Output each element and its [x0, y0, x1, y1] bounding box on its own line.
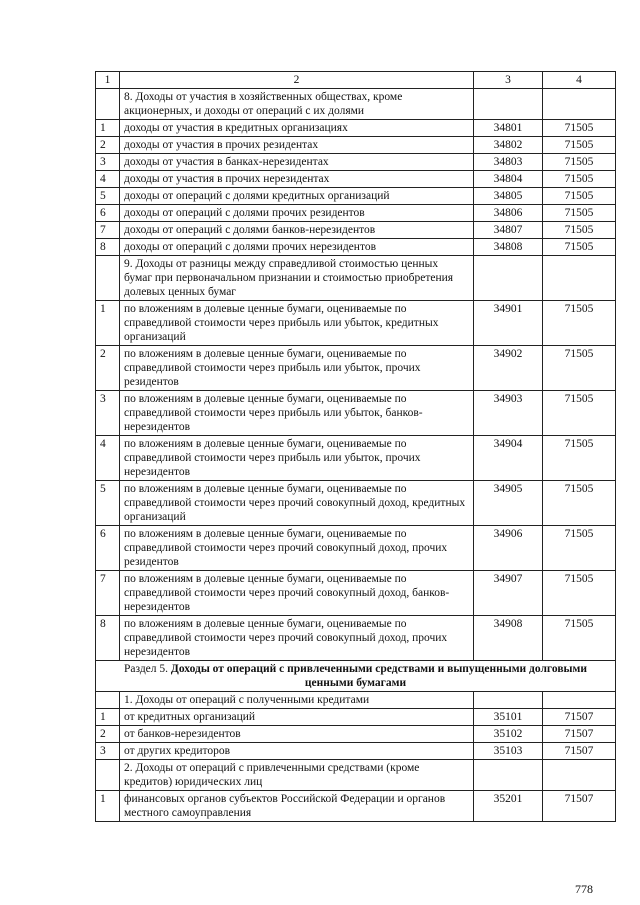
table-body [96, 89, 616, 822]
row-code-cell: 34804 [474, 171, 543, 188]
row-code-cell: 34902 [474, 346, 543, 391]
header-col-3: 3 [474, 72, 543, 89]
page-number: 778 [575, 882, 593, 896]
row-symbol-cell: 71507 [543, 791, 616, 822]
row-code-cell: 35101 [474, 709, 543, 726]
row-number-cell [96, 760, 120, 791]
row-number-cell: 6 [96, 205, 120, 222]
table-row [96, 391, 616, 436]
row-code-cell [474, 692, 543, 709]
row-description-cell: доходы от участия в кредитных организациях [120, 120, 474, 137]
row-description-cell: от кредитных организаций [120, 709, 474, 726]
row-code-cell: 34807 [474, 222, 543, 239]
section-title: Доходы от операций с привлеченными средствами и выпущенными долговыми ценными бумагами [170, 663, 587, 689]
table-row [96, 709, 616, 726]
row-description-cell: доходы от участия в прочих нерезидентах [120, 171, 474, 188]
row-symbol-cell: 71505 [543, 222, 616, 239]
header-col-2: 2 [120, 72, 474, 89]
row-code-cell: 35102 [474, 726, 543, 743]
row-description-cell: доходы от операций с долями прочих нерезидентов [120, 239, 474, 256]
row-description-cell: по вложениям в долевые ценные бумаги, оцениваемые по справедливой стоимости через прибыль или убыток, прочих резидентов [120, 346, 474, 391]
row-number-cell: 1 [96, 709, 120, 726]
table-row [96, 743, 616, 760]
table-row [96, 616, 616, 661]
table-row [96, 188, 616, 205]
row-symbol-cell: 71505 [543, 154, 616, 171]
row-code-cell: 34906 [474, 526, 543, 571]
row-code-cell: 34907 [474, 571, 543, 616]
row-description-cell: доходы от участия в банках-нерезидентах [120, 154, 474, 171]
row-description-cell: доходы от операций с долями прочих резидентов [120, 205, 474, 222]
row-code-cell: 35103 [474, 743, 543, 760]
row-description-cell: 9. Доходы от разницы между справедливой стоимостью ценных бумаг при первоначальном признании и стоимостью приобретения долевых ценных бумаг [120, 256, 474, 301]
row-symbol-cell: 71505 [543, 346, 616, 391]
row-symbol-cell: 71505 [543, 481, 616, 526]
row-symbol-cell: 71507 [543, 726, 616, 743]
row-symbol-cell [543, 89, 616, 120]
row-symbol-cell: 71505 [543, 436, 616, 481]
row-symbol-cell: 71505 [543, 120, 616, 137]
row-code-cell: 34806 [474, 205, 543, 222]
row-number-cell [96, 89, 120, 120]
row-code-cell: 34805 [474, 188, 543, 205]
header-row [96, 72, 616, 89]
group-heading-row [96, 256, 616, 301]
table-row [96, 171, 616, 188]
row-code-cell: 34905 [474, 481, 543, 526]
table-row [96, 571, 616, 616]
row-number-cell: 4 [96, 171, 120, 188]
accounts-table [95, 71, 616, 822]
row-number-cell: 8 [96, 616, 120, 661]
row-symbol-cell [543, 760, 616, 791]
table-row [96, 154, 616, 171]
table-row [96, 301, 616, 346]
row-code-cell: 34802 [474, 137, 543, 154]
row-number-cell: 8 [96, 239, 120, 256]
row-code-cell: 35201 [474, 791, 543, 822]
row-description-cell: доходы от операций с долями кредитных организаций [120, 188, 474, 205]
row-description-cell: финансовых органов субъектов Российской Федерации и органов местного самоуправления [120, 791, 474, 822]
row-number-cell: 7 [96, 571, 120, 616]
section-heading [96, 661, 616, 692]
group-heading-row [96, 692, 616, 709]
row-symbol-cell: 71505 [543, 188, 616, 205]
row-number-cell [96, 256, 120, 301]
section-row [96, 661, 616, 692]
row-description-cell: по вложениям в долевые ценные бумаги, оцениваемые по справедливой стоимости через прибыль или убыток, банков-нерезидентов [120, 391, 474, 436]
row-code-cell [474, 760, 543, 791]
row-description-cell: по вложениям в долевые ценные бумаги, оцениваемые по справедливой стоимости через прочий совокупный доход, прочих резидентов [120, 526, 474, 571]
table-row [96, 526, 616, 571]
section-prefix: Раздел 5. [124, 663, 171, 675]
row-number-cell: 5 [96, 481, 120, 526]
table-row [96, 205, 616, 222]
table-row [96, 791, 616, 822]
row-number-cell: 5 [96, 188, 120, 205]
row-description-cell: по вложениям в долевые ценные бумаги, оцениваемые по справедливой стоимости через прочий совокупный доход, прочих нерезидентов [120, 616, 474, 661]
row-description-cell: от других кредиторов [120, 743, 474, 760]
header-col-4: 4 [543, 72, 616, 89]
row-symbol-cell [543, 692, 616, 709]
row-number-cell: 4 [96, 436, 120, 481]
row-symbol-cell: 71505 [543, 616, 616, 661]
row-code-cell: 34801 [474, 120, 543, 137]
row-code-cell: 34808 [474, 239, 543, 256]
row-description-cell: 1. Доходы от операций с полученными кредитами [120, 692, 474, 709]
row-number-cell: 3 [96, 743, 120, 760]
table-row [96, 120, 616, 137]
row-code-cell: 34803 [474, 154, 543, 171]
row-number-cell: 1 [96, 120, 120, 137]
row-symbol-cell: 71505 [543, 391, 616, 436]
row-symbol-cell: 71505 [543, 239, 616, 256]
group-heading-row [96, 89, 616, 120]
row-description-cell: по вложениям в долевые ценные бумаги, оцениваемые по справедливой стоимости через прибыль или убыток, кредитных организаций [120, 301, 474, 346]
row-code-cell: 34901 [474, 301, 543, 346]
row-symbol-cell: 71505 [543, 571, 616, 616]
row-symbol-cell [543, 256, 616, 301]
table-row [96, 239, 616, 256]
row-symbol-cell: 71505 [543, 301, 616, 346]
row-symbol-cell: 71507 [543, 743, 616, 760]
table-row [96, 436, 616, 481]
row-symbol-cell: 71505 [543, 137, 616, 154]
row-code-cell: 34903 [474, 391, 543, 436]
row-description-cell: доходы от участия в прочих резидентах [120, 137, 474, 154]
row-symbol-cell: 71507 [543, 709, 616, 726]
row-number-cell: 3 [96, 391, 120, 436]
row-number-cell: 1 [96, 791, 120, 822]
row-number-cell: 2 [96, 137, 120, 154]
table-row [96, 346, 616, 391]
row-number-cell: 6 [96, 526, 120, 571]
row-symbol-cell: 71505 [543, 205, 616, 222]
row-description-cell: 2. Доходы от операций с привлеченными средствами (кроме кредитов) юридических лиц [120, 760, 474, 791]
row-description-cell: по вложениям в долевые ценные бумаги, оцениваемые по справедливой стоимости через прибыль или убыток, прочих нерезидентов [120, 436, 474, 481]
header-col-1: 1 [96, 72, 120, 89]
row-symbol-cell: 71505 [543, 171, 616, 188]
group-heading-row [96, 760, 616, 791]
row-description-cell: 8. Доходы от участия в хозяйственных обществах, кроме акционерных, и доходы от операций с их долями [120, 89, 474, 120]
row-code-cell: 34904 [474, 436, 543, 481]
table-row [96, 137, 616, 154]
row-description-cell: от банков-нерезидентов [120, 726, 474, 743]
row-number-cell: 1 [96, 301, 120, 346]
row-code-cell: 34908 [474, 616, 543, 661]
table-row [96, 481, 616, 526]
row-code-cell [474, 256, 543, 301]
table-row [96, 222, 616, 239]
row-number-cell: 2 [96, 346, 120, 391]
row-number-cell [96, 692, 120, 709]
row-number-cell: 7 [96, 222, 120, 239]
row-symbol-cell: 71505 [543, 526, 616, 571]
row-code-cell [474, 89, 543, 120]
row-number-cell: 3 [96, 154, 120, 171]
table-row [96, 726, 616, 743]
row-description-cell: доходы от операций с долями банков-нерезидентов [120, 222, 474, 239]
row-description-cell: по вложениям в долевые ценные бумаги, оцениваемые по справедливой стоимости через прочий совокупный доход, кредитных организаций [120, 481, 474, 526]
row-description-cell: по вложениям в долевые ценные бумаги, оцениваемые по справедливой стоимости через прочий совокупный доход, банков-нерезидентов [120, 571, 474, 616]
row-number-cell: 2 [96, 726, 120, 743]
